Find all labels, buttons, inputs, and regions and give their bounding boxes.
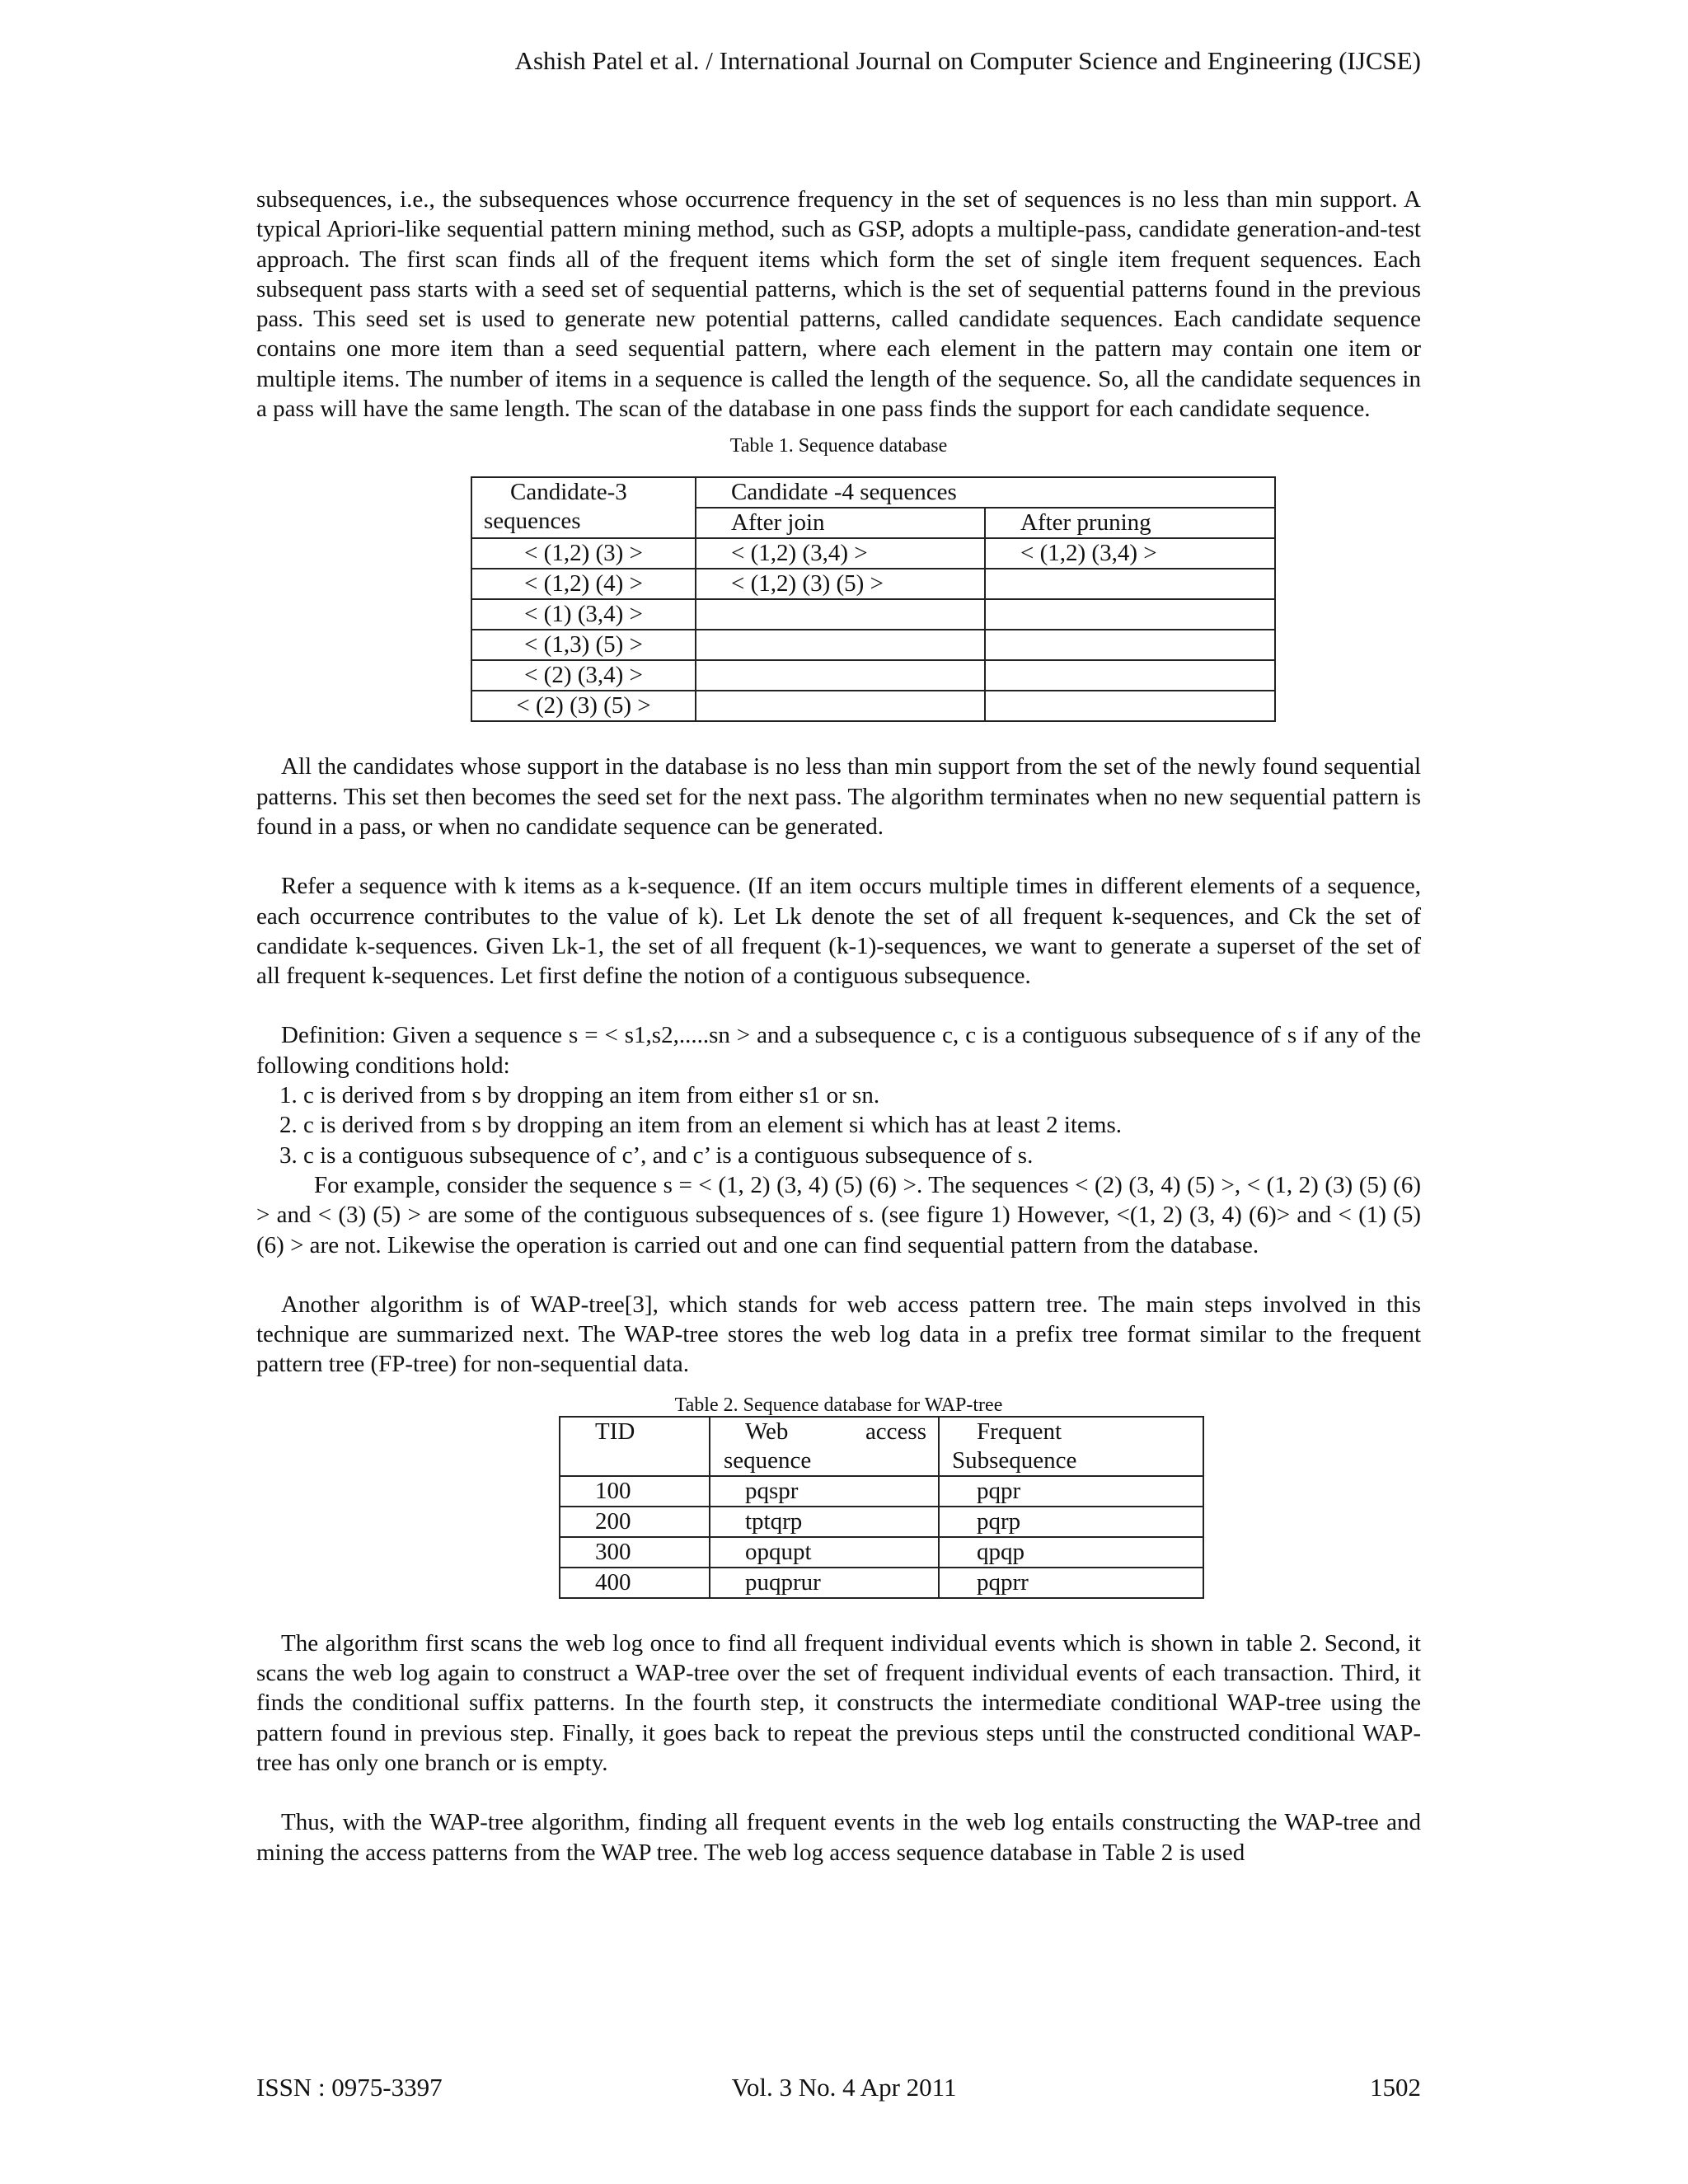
table-2-header-row (560, 1417, 1203, 1476)
table-cell: 100 (560, 1476, 710, 1507)
table-row (560, 1507, 1203, 1537)
table-1-header-after-pruning: After pruning (985, 508, 1275, 538)
table-2-header-sequence: sequence (724, 1446, 812, 1474)
table-cell: pqpr (939, 1476, 1203, 1507)
table-row (471, 691, 1275, 721)
table-2-header-web: Web (745, 1418, 789, 1445)
table-1-header-cell (471, 477, 696, 538)
table-cell: qpqp (939, 1537, 1203, 1568)
table-cell: < (1,2) (3) > (471, 538, 696, 569)
table-cell (985, 691, 1275, 721)
table-cell: < (1,2) (4) > (471, 569, 696, 599)
list-item: 2. c is derived from s by dropping an item from an element si which has at least 2 items. (279, 1112, 1123, 1139)
table-cell: < (2) (3) (5) > (471, 691, 696, 721)
footer-issn: ISSN : 0975-3397 (256, 2073, 443, 2102)
paragraph-3: Refer a sequence with k items as a k-sequence. (If an item occurs multiple times in different elements of a sequence, each occurrence contributes to the value of k). Let Lk denote the set of all frequent k-sequences, and Ck the set of candidate k-sequences. Given Lk-1, the set of all frequent (k-1)-sequences, we want to generate a superset of the set of all frequent k-sequences. Let first define the notion of a contiguous subsequence. (256, 873, 1421, 990)
table-cell (696, 660, 985, 691)
paragraph-2: All the candidates whose support in the database is no less than min support from the set of the newly found sequential patterns. This set then becomes the seed set for the next pass. The algorithm terminates when no new sequential pattern is found in a pass, or when no candidate sequence can be generated. (256, 753, 1421, 840)
table-cell: pqrp (939, 1507, 1203, 1537)
table-row (560, 1537, 1203, 1568)
table-cell: puqprur (710, 1568, 939, 1598)
footer-volume: Vol. 3 No. 4 Apr 2011 (731, 2073, 957, 2102)
table-cell: < (2) (3,4) > (471, 660, 696, 691)
table-cell: tptqrp (710, 1507, 939, 1537)
table-cell: < (1) (3,4) > (471, 599, 696, 630)
table-cell: opqupt (710, 1537, 939, 1568)
table-cell (696, 630, 985, 660)
table-2-header-tid: TID (560, 1417, 710, 1476)
table-cell (985, 630, 1275, 660)
table-2-header-frequent (939, 1417, 1203, 1476)
paragraph-6: Another algorithm is of WAP-tree[3], which stands for web access pattern tree. The main steps involved in this technique are summarized next. The WAP-tree stores the web log data in a prefix tree format similar to the frequent pattern tree (FP-tree) for non-sequential data. (256, 1291, 1421, 1378)
table-cell: 200 (560, 1507, 710, 1537)
paragraph-7: The algorithm first scans the web log once to find all frequent individual events which is shown in table 2. Second, it scans the web log again to construct a WAP-tree over the set of frequent individual events of each transaction. Third, it finds the conditional suffix patterns. In the fourth step, it constructs the intermediate conditional WAP-tree using the pattern found in previous step. Finally, it goes back to repeat the previous steps until the constructed conditional WAP-tree has only one branch or is empty. (256, 1629, 1421, 1776)
table-2-header-access: access (865, 1418, 926, 1445)
table-row (560, 1476, 1203, 1507)
list-item: 1. c is derived from s by dropping an item from either s1 or sn. (279, 1082, 880, 1109)
table-2-caption: Table 2. Sequence database for WAP-tree (674, 1394, 1003, 1416)
table-2 (559, 1416, 1204, 1599)
table-1-header-row (471, 477, 1275, 508)
table-1-header-after-join: After join (696, 508, 985, 538)
table-row (560, 1568, 1203, 1598)
table-2-header-web-access (710, 1417, 939, 1476)
running-head: Ashish Patel et al. / International Journal on Computer Science and Engineering (IJCSE) (514, 46, 1421, 75)
footer-page-number: 1502 (1370, 2073, 1421, 2102)
paragraph-1: subsequences, i.e., the subsequences whose occurrence frequency in the set of sequences is no less than min support. A typical Apriori-like sequential pattern mining method, such as GSP, adopts a multiple-pass, candidate generation-and-test approach. The first scan finds all of the frequent items which form the set of single item frequent sequences. Each subsequent pass starts with a seed set of sequential patterns, which is the set of sequential patterns found in the previous pass. This seed set is used to generate new potential patterns, called candidate sequences. Each candidate sequence contains one more item than a seed sequential pattern, where each element in the pattern may contain one item or multiple items. The number of items in a sequence is called the length of the sequence. So, all the candidate sequences in a pass will have the same length. The scan of the database in one pass finds the support for each candidate sequence. (256, 186, 1421, 423)
table-1-header-group: Candidate -4 sequences (696, 477, 1275, 508)
table-cell: 300 (560, 1537, 710, 1568)
table-row (471, 660, 1275, 691)
table-cell: < (1,2) (3) (5) > (696, 569, 985, 599)
table-1-header-col1-line1: Candidate-3 (510, 479, 627, 506)
table-1-header-col1-line2: sequences (484, 508, 581, 535)
table-cell (696, 691, 985, 721)
table-cell (985, 569, 1275, 599)
table-2-header-frequent-line2: Subsequence (952, 1446, 1077, 1474)
table-row (471, 630, 1275, 660)
page-body (256, 185, 1421, 1868)
table-cell: < (1,3) (5) > (471, 630, 696, 660)
condition-list (256, 1080, 1421, 1170)
table-1 (471, 476, 1276, 722)
table-1-caption: Table 1. Sequence database (729, 435, 948, 457)
table-2-header-frequent-line1: Frequent (977, 1418, 1062, 1445)
table-cell (985, 660, 1275, 691)
list-item: 3. c is a contiguous subsequence of c’, and c’ is a contiguous subsequence of s. (279, 1141, 1034, 1169)
table-cell: pqprr (939, 1568, 1203, 1598)
table-cell (696, 599, 985, 630)
paragraph-8: Thus, with the WAP-tree algorithm, finding all frequent events in the web log entails constructing the WAP-tree and mining the access patterns from the WAP tree. The web log access sequence database in Table 2 is used (256, 1809, 1421, 1866)
table-cell: < (1,2) (3,4) > (696, 538, 985, 569)
table-row (471, 538, 1275, 569)
table-row (471, 599, 1275, 630)
table-row (471, 569, 1275, 599)
table-cell: < (1,2) (3,4) > (985, 538, 1275, 569)
table-cell: 400 (560, 1568, 710, 1598)
table-cell (985, 599, 1275, 630)
table-cell: pqspr (710, 1476, 939, 1507)
paragraph-example: For example, consider the sequence s = < (1, 2) (3, 4) (5) (6) >. The sequences < (2) (3, 4) (5) >, < (1, 2) (3) (5) (6) > and < (3) (5) > are some of the contiguous subsequences of s. (see figure 1) However, <(1, 2) (3, 4) (6)> and < (1) (5) (6) > are not. Likewise the operation is carried out and one can find sequential pattern from the database. (256, 1171, 1421, 1258)
paragraph-4: Definition: Given a sequence s = < s1,s2,.....sn > and a subsequence c, c is a contiguous subsequence of s if any of the following conditions hold: (256, 1022, 1421, 1079)
